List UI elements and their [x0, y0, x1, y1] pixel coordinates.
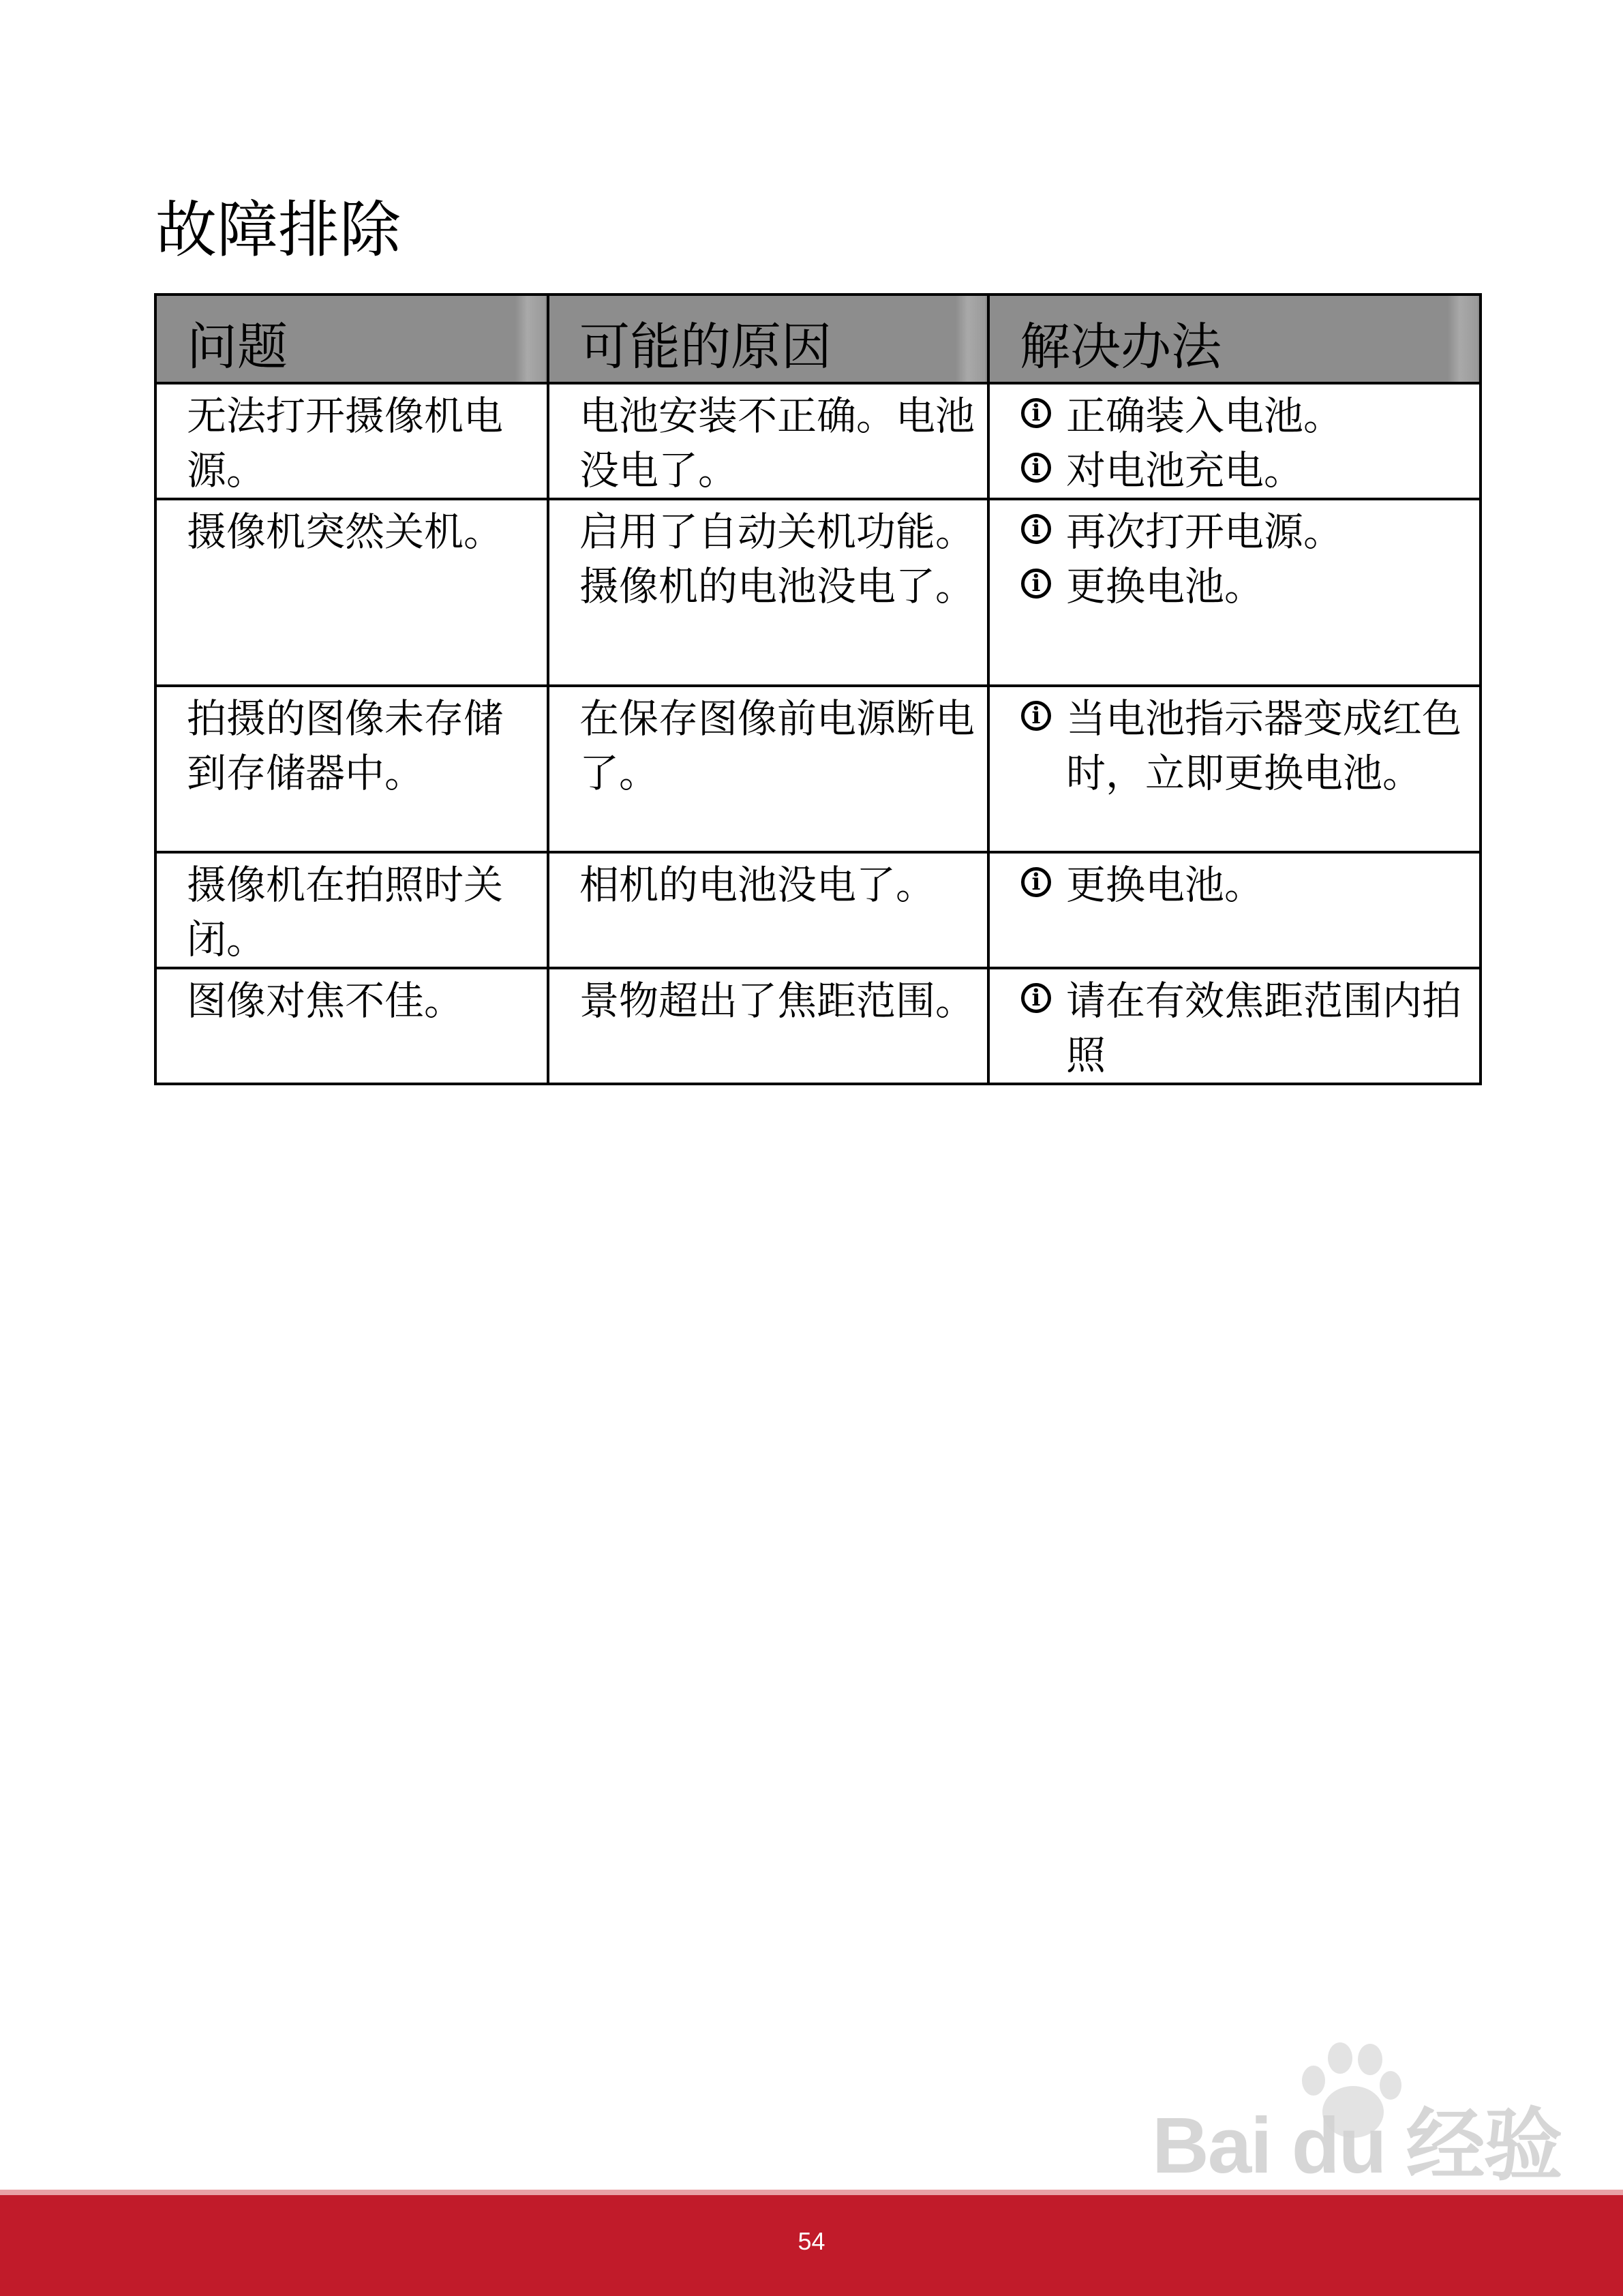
solution-cell [988, 383, 1481, 499]
troubleshooting-table-container [154, 293, 1479, 1085]
solution-item [1021, 973, 1472, 1083]
header-problem [155, 294, 548, 383]
problem-cell: 无法打开摄像机电源。 [155, 383, 548, 499]
solution-item [1021, 443, 1472, 498]
solution-item [1021, 858, 1472, 912]
solution-cell [988, 968, 1481, 1084]
header-problem-label: 问题 [187, 318, 288, 376]
solution-item [1021, 559, 1472, 614]
header-solution-label: 解决办法 [1020, 318, 1222, 376]
problem-cell: 摄像机在拍照时关闭。 [155, 852, 548, 968]
info-icon: i [1021, 983, 1051, 1013]
header-shade [515, 296, 545, 382]
footer-divider [0, 2190, 1623, 2195]
cause-cell: 电池安装不正确。电池没电了。 [548, 383, 988, 499]
solution-cell [988, 686, 1481, 852]
info-icon: i [1021, 453, 1051, 483]
troubleshooting-table [154, 293, 1482, 1085]
solution-item [1021, 504, 1472, 559]
solution-text: 更换电池。 [1066, 862, 1264, 908]
problem-cell: 摄像机突然关机。 [155, 499, 548, 686]
info-icon: i [1021, 569, 1051, 599]
info-icon: i [1021, 514, 1051, 544]
info-icon: i [1021, 867, 1051, 897]
table-row [155, 383, 1481, 499]
header-solution [988, 294, 1481, 383]
table-row [155, 686, 1481, 852]
cause-cell: 启用了自动关机功能。摄像机的电池没电了。 [548, 499, 988, 686]
solution-cell [988, 852, 1481, 968]
solution-cell [988, 499, 1481, 686]
solution-text: 请在有效焦距范围内拍照 [1066, 978, 1462, 1078]
solution-text: 对电池充电。 [1066, 447, 1304, 494]
cause-cell: 景物超出了焦距范围。 [548, 968, 988, 1084]
table-row [155, 968, 1481, 1084]
solution-text: 正确装入电池。 [1066, 393, 1344, 439]
header-shade [956, 296, 986, 382]
solution-item [1021, 691, 1472, 800]
info-icon: i [1021, 398, 1051, 428]
cause-cell: 相机的电池没电了。 [548, 852, 988, 968]
table-row [155, 499, 1481, 686]
header-shade [1448, 296, 1478, 382]
header-cause-label: 可能的原因 [579, 318, 832, 376]
solution-text: 当电池指示器变成红色时，立即更换电池。 [1066, 695, 1462, 796]
solution-text: 再次打开电源。 [1066, 509, 1344, 555]
problem-cell: 拍摄的图像未存储到存储器中。 [155, 686, 548, 852]
info-icon: i [1021, 701, 1051, 731]
problem-cell: 图像对焦不佳。 [155, 968, 548, 1084]
table-header-row [155, 294, 1481, 383]
page-title: 故障排除 [155, 194, 401, 266]
header-cause [548, 294, 988, 383]
watermark-logo-text: Bai du 经验 [1152, 2101, 1562, 2190]
table-row [155, 852, 1481, 968]
page-number: 54 [798, 2227, 825, 2255]
solution-item [1021, 389, 1472, 443]
solution-text: 更换电池。 [1066, 563, 1264, 609]
cause-cell: 在保存图像前电源断电了。 [548, 686, 988, 852]
